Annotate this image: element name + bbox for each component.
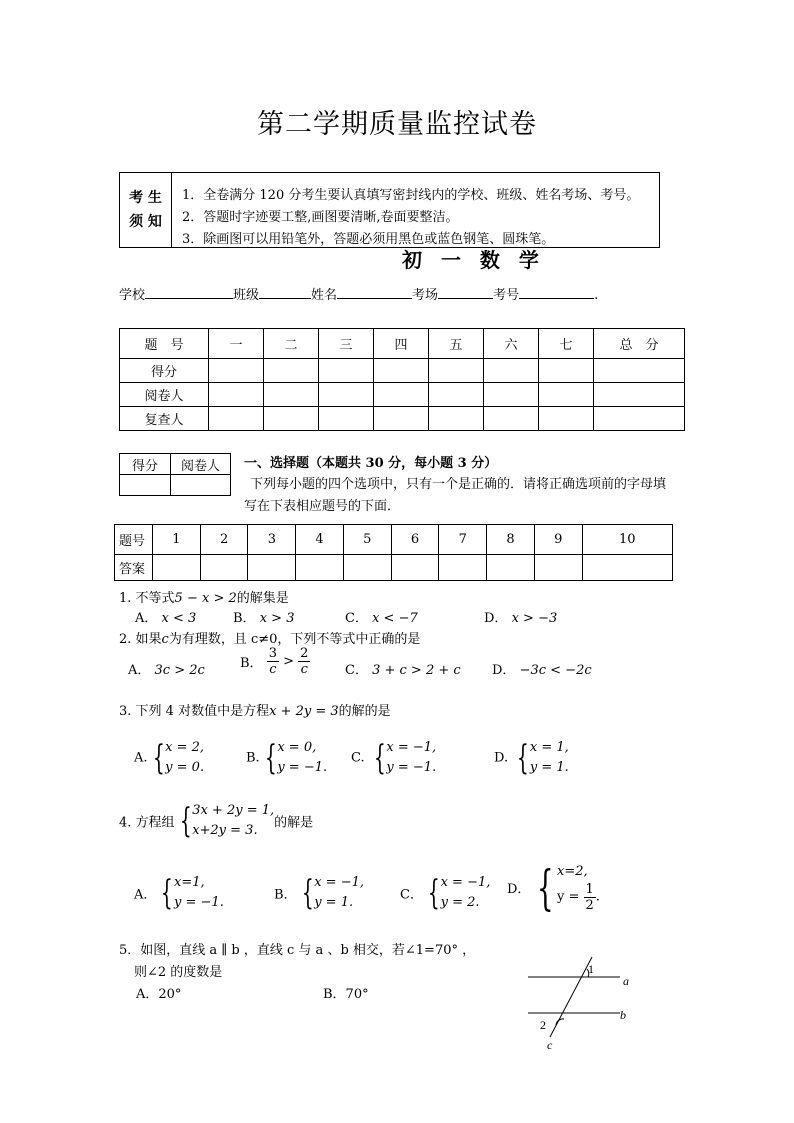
score-row-label: 阅卷人 (120, 383, 209, 407)
score-header-cell: 七 (539, 329, 594, 359)
name-field[interactable] (337, 285, 412, 299)
option[interactable]: C． 3 + c > 2 + c (345, 663, 461, 678)
notice-box (119, 172, 660, 248)
question-1: 1. 不等式5 − x > 2的解集是 (119, 591, 289, 606)
option[interactable]: A. { x = 2, y = 0. (134, 738, 205, 778)
option[interactable]: D． −3c < −2c (492, 663, 592, 678)
option[interactable]: B． x > 3 (233, 611, 295, 626)
line-c-label: c (547, 1038, 553, 1052)
question-2: 2. 如果c为有理数，且 c≠0，下列不等式中正确的是 (119, 632, 421, 647)
option[interactable]: B． $\frac{3}{c}$ > $\frac{2}{c}$ (240, 646, 309, 677)
notice-label: 考 生 须 知 (120, 173, 172, 247)
student-info: 学校 班级 姓名 考场 考号 . (119, 284, 598, 303)
option[interactable]: C． { x = −1, y = 2. (400, 873, 491, 913)
score-header-cell: 一 (209, 329, 264, 359)
notice-lines (182, 185, 639, 251)
option[interactable]: B. { x = 0, y = −1. (246, 738, 328, 778)
score-header-cell: 四 (374, 329, 429, 359)
option[interactable]: C. { x = −1, y = −1. (351, 738, 437, 778)
option[interactable]: D． { x=2, y = $\frac{1}{2}$ . (507, 859, 600, 916)
room-field[interactable] (438, 285, 493, 299)
subject-title: 初 一 数 学 (402, 248, 545, 272)
notice-line: 1．全卷满分 120 分考生要认真填写密封线内的学校、班级、姓名考场、考号。 (182, 188, 640, 203)
option[interactable]: D． x > −3 (484, 611, 558, 626)
line-b-label: b (620, 1008, 626, 1022)
notice-line: 3．除画图可以用铅笔外，答题必须用黑色或蓝色钢笔、圆珠笔。 (182, 232, 555, 247)
option[interactable]: A． { x=1, y = −1. (134, 873, 224, 913)
option[interactable]: A．20° (136, 987, 182, 1002)
option[interactable]: B． { x = −1, y = 1. (274, 873, 364, 913)
section1-heading: 一、选择题（本题共 30 分，每小题 3 分） (244, 456, 498, 471)
question-3: 3. 下列 4 对数值中是方程x + 2y = 3的解的是 (119, 704, 391, 719)
score-header-cell: 六 (484, 329, 539, 359)
score-row-label: 得分 (120, 359, 209, 383)
option[interactable]: B．70° (323, 987, 369, 1002)
section1-desc: 下列每小题的四个选项中，只有一个是正确的．请将正确选项前的字母填 (250, 477, 667, 492)
grader-box: 得分 阅卷人 (119, 453, 231, 496)
answer-table: 题号 1 2 3 4 5 6 7 8 9 10 答案 (114, 524, 673, 581)
score-header-cell: 二 (264, 329, 319, 359)
school-field[interactable] (145, 285, 233, 299)
angle-2-label: 2 (540, 1018, 546, 1032)
score-row-label: 复查人 (120, 407, 209, 431)
score-table (119, 328, 685, 431)
option[interactable]: A． 3c > 2c (128, 663, 205, 678)
option[interactable]: D. { x = 1, y = 1. (494, 738, 569, 778)
class-field[interactable] (259, 285, 311, 299)
question-5-line2: 则∠2 的度数是 (134, 965, 223, 980)
question-4: 4. 方程组 { 3x + 2y = 1, x+2y = 3. 的解是 (119, 801, 314, 841)
score-header-cell: 三 (319, 329, 374, 359)
option[interactable]: C． x < −7 (345, 611, 418, 626)
angle-1-label: 1 (588, 962, 594, 976)
score-header-cell: 题 号 (120, 329, 209, 359)
notice-line: 2．答题时字迹要工整,画图要清晰,卷面要整洁。 (182, 210, 459, 225)
score-header-cell: 五 (429, 329, 484, 359)
number-field[interactable] (519, 285, 594, 299)
score-header-cell: 总 分 (594, 329, 685, 359)
parallel-lines-figure (520, 955, 640, 1055)
question-5: 5．如图，直线 a ∥ b ，直线 c 与 a 、b 相交，若∠1=70° ， (119, 943, 476, 958)
section1-desc: 写在下表相应题号的下面． (244, 499, 401, 514)
line-a-label: a (623, 974, 629, 988)
option[interactable]: A． x < 3 (135, 611, 197, 626)
page-title: 第二学期质量监控试卷 (257, 109, 537, 140)
